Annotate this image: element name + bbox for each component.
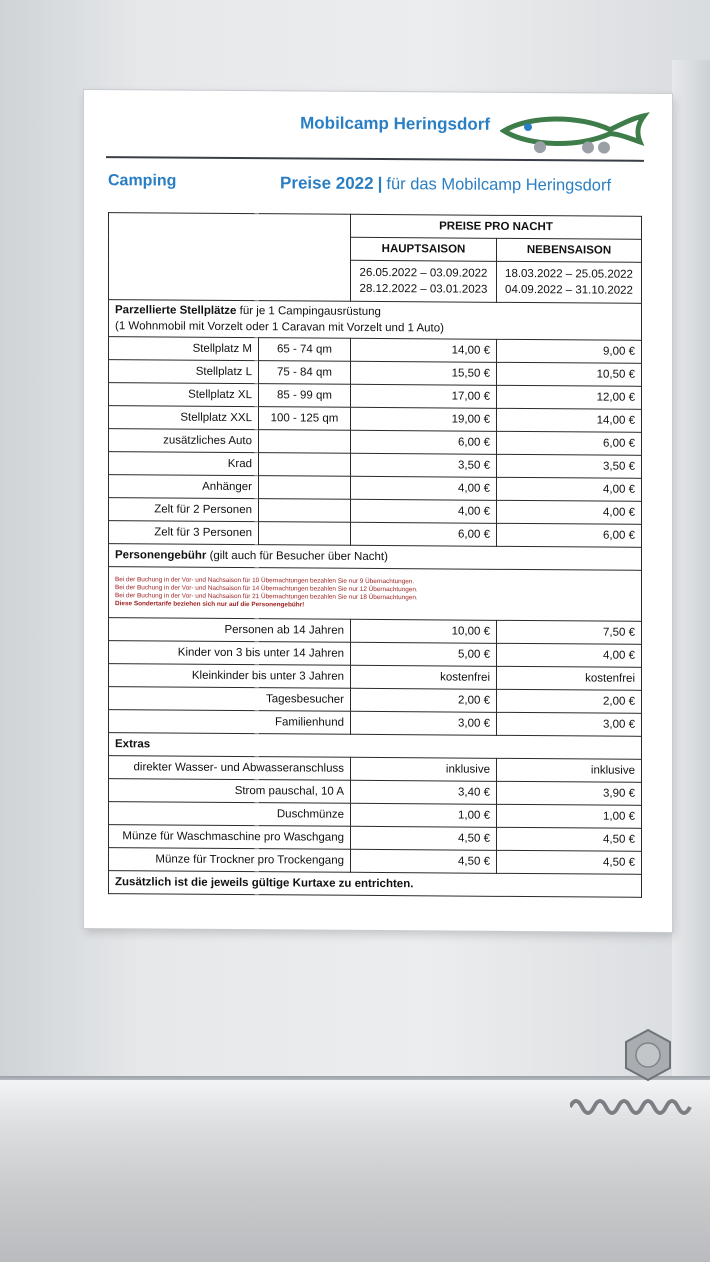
price-off-season: 4,00 €	[497, 477, 642, 501]
item-label: Krad	[109, 452, 259, 476]
price-off-season: 3,90 €	[497, 781, 642, 805]
spring-icon	[570, 1092, 700, 1122]
price-main-season: kostenfrei	[351, 665, 497, 689]
price-off-season: 3,50 €	[497, 454, 642, 478]
header-empty-cell	[109, 213, 351, 302]
price-main-season: 4,00 €	[351, 476, 497, 500]
price-sign	[84, 90, 672, 932]
main-season-dates	[351, 260, 497, 302]
fish-logo-icon	[500, 109, 650, 158]
price-main-season: 19,00 €	[351, 407, 497, 431]
price-off-season: kostenfrei	[497, 666, 642, 690]
item-label: Strom pauschal, 10 A	[109, 779, 351, 804]
price-off-season: 1,00 €	[497, 804, 642, 828]
item-label: Tagesbesucher	[109, 687, 351, 712]
item-label: Stellplatz L	[109, 360, 259, 384]
item-label: Zelt für 3 Personen	[109, 521, 259, 545]
item-label: zusätzliches Auto	[109, 429, 259, 453]
person-rows	[109, 618, 642, 737]
section-pitches-note: (1 Wohnmobil mit Vorzelt oder 1 Caravan mit Vorzelt und 1 Auto)	[115, 320, 444, 335]
title-separator: |	[377, 173, 383, 194]
item-label: Kinder von 3 bis unter 14 Jahren	[109, 641, 351, 666]
item-label: Personen ab 14 Jahren	[109, 618, 351, 643]
off-dates-1: 18.03.2022 – 25.05.2022	[505, 267, 633, 281]
price-main-season: 6,00 €	[351, 430, 497, 454]
item-label: Stellplatz XL	[109, 383, 259, 407]
price-off-season: 2,00 €	[497, 689, 642, 713]
brand-name: Mobilcamp Heringsdorf	[300, 113, 490, 134]
notes-row	[109, 567, 642, 622]
wall-edge	[672, 60, 710, 1090]
item-size	[259, 430, 351, 454]
price-off-season: 9,00 €	[497, 339, 642, 363]
bolt-icon	[618, 1026, 678, 1086]
item-label: Stellplatz M	[109, 337, 259, 361]
price-off-season: 4,50 €	[497, 827, 642, 851]
price-off-season: 14,00 €	[497, 408, 642, 432]
price-main-season: 4,00 €	[351, 499, 497, 523]
item-size: 100 - 125 qm	[259, 407, 351, 431]
item-label: Duschmünze	[109, 802, 351, 827]
off-dates-2: 04.09.2022 – 31.10.2022	[505, 283, 633, 297]
price-main-season: 3,40 €	[351, 780, 497, 804]
prices-title	[280, 173, 611, 195]
price-off-season: 4,00 €	[497, 643, 642, 667]
section-title-camping: Camping	[108, 172, 177, 190]
price-off-season: 6,00 €	[497, 431, 642, 455]
item-label: Münze für Waschmaschine pro Waschgang	[109, 825, 351, 850]
price-off-season: 10,50 €	[497, 362, 642, 386]
header-prices-per-night: PREISE PRO NACHT	[351, 214, 642, 239]
section-extras: Extras	[109, 733, 642, 760]
price-main-season: 17,00 €	[351, 384, 497, 408]
price-off-season: inklusive	[497, 758, 642, 782]
pitch-rows	[109, 337, 642, 548]
discount-notes	[109, 567, 642, 622]
section-pitches-row	[109, 300, 642, 341]
price-main-season: 1,00 €	[351, 803, 497, 827]
note-line: Bei der Buchung in der Vor- und Nachsaison für 10 Übernachtungen bezahlen Sie nur 9 Übernachtungen.	[115, 576, 415, 586]
item-label: Kleinkinder bis unter 3 Jahren	[109, 664, 351, 689]
note-line: Bei der Buchung in der Vor- und Nachsaison für 21 Übernachtungen bezahlen Sie nur 18 Übernachtungen.	[115, 592, 418, 602]
prices-subtitle: für das Mobilcamp Heringsdorf	[386, 175, 612, 195]
item-label: Stellplatz XXL	[109, 406, 259, 430]
main-dates-1: 26.05.2022 – 03.09.2022	[359, 266, 488, 280]
table-header-row	[109, 213, 642, 240]
item-label: Familienhund	[109, 710, 351, 735]
extra-rows	[109, 756, 642, 875]
price-table	[108, 212, 642, 898]
price-main-season: 5,00 €	[351, 642, 497, 666]
section-pitches	[109, 300, 642, 341]
note-line: Diese Sondertarife beziehen sich nur auf die Personengebühr!	[115, 600, 305, 609]
price-main-season: 10,00 €	[351, 619, 497, 643]
item-size	[259, 522, 351, 546]
price-main-season: inklusive	[351, 757, 497, 781]
section-pitches-subtitle: für je 1 Campingausrüstung	[236, 305, 381, 319]
item-size	[259, 453, 351, 477]
item-size	[259, 499, 351, 523]
item-size	[259, 476, 351, 500]
price-off-season: 7,50 €	[497, 620, 642, 644]
price-main-season: 15,50 €	[351, 361, 497, 385]
prices-year: Preise 2022	[280, 173, 374, 193]
header-main-season: HAUPTSAISON	[351, 237, 497, 261]
price-off-season: 12,00 €	[497, 385, 642, 409]
section-pitches-title: Parzellierte Stellplätze	[115, 304, 237, 318]
item-label: Zelt für 2 Personen	[109, 498, 259, 522]
item-size: 65 - 74 qm	[259, 338, 351, 362]
item-size: 75 - 84 qm	[259, 361, 351, 385]
off-season-dates	[497, 261, 642, 303]
item-label: Anhänger	[109, 475, 259, 499]
item-label: direkter Wasser- und Abwasseranschluss	[109, 756, 351, 781]
section-person-title: Personengebühr	[115, 549, 207, 562]
price-main-season: 2,00 €	[351, 688, 497, 712]
note-line: Bei der Buchung in der Vor- und Nachsaison für 14 Übernachtungen bezahlen Sie nur 12 Übernachtungen.	[115, 584, 418, 594]
price-main-season: 14,00 €	[351, 338, 497, 362]
price-main-season: 3,50 €	[351, 453, 497, 477]
price-main-season: 3,00 €	[351, 711, 497, 735]
price-main-season: 4,50 €	[351, 849, 497, 873]
price-off-season: 6,00 €	[497, 523, 642, 547]
price-off-season: 3,00 €	[497, 712, 642, 736]
footer-note: Zusätzlich ist die jeweils gültige Kurtaxe zu entrichten.	[109, 871, 642, 898]
main-dates-2: 28.12.2022 – 03.01.2023	[359, 282, 488, 296]
item-size: 85 - 99 qm	[259, 384, 351, 408]
section-person-subtitle: (gilt auch für Besucher über Nacht)	[206, 549, 388, 564]
price-off-season: 4,50 €	[497, 850, 642, 874]
item-label: Münze für Trockner pro Trockengang	[109, 848, 351, 873]
price-main-season: 4,50 €	[351, 826, 497, 850]
header-off-season: NEBENSAISON	[497, 238, 642, 262]
footer-row	[109, 871, 642, 898]
price-main-season: 6,00 €	[351, 522, 497, 546]
price-off-season: 4,00 €	[497, 500, 642, 524]
